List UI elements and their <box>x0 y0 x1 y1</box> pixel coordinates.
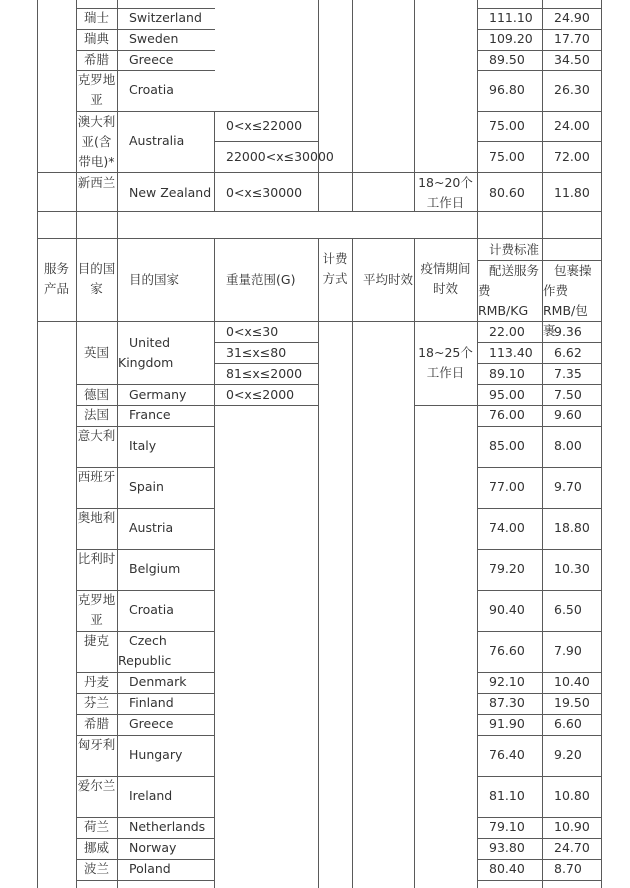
cell-weight-australia-1: 0<x≤22000 <box>226 118 303 133</box>
cell-packing-fee: 6.50 <box>554 602 582 617</box>
cell-delivery-germany: 95.00 <box>489 387 525 402</box>
header-weight-range: 重量范围(G) <box>226 272 296 287</box>
cell-en-name: Ireland <box>129 788 173 803</box>
header-packing-fee: 包裹操作费RMB/包裹 <box>543 263 592 338</box>
cell-packing-germany: 7.50 <box>554 387 582 402</box>
cell-en-name-germany: Germany <box>129 387 187 402</box>
cell-en-name: Denmark <box>129 674 187 689</box>
cell-packing-new-zealand: 11.80 <box>554 185 590 200</box>
cell-en-name: Greece <box>129 716 174 731</box>
cell-packing-fee: 7.90 <box>554 643 582 658</box>
cell-packing-fee: 18.80 <box>554 520 590 535</box>
cell-cn-name: 奥地利 <box>77 510 116 525</box>
cell-packing-fee: 10.30 <box>554 561 590 576</box>
cell-cn-name: 比利时 <box>77 551 116 566</box>
cell-cn-name: 荷兰 <box>83 819 109 834</box>
cell-weight-uk-1: 0<x≤30 <box>226 324 279 339</box>
cell-time-uk: 18~25个工作日 <box>418 345 473 380</box>
cell-weight-germany: 0<x≤2000 <box>226 387 295 402</box>
cell-delivery-fee: 87.30 <box>489 695 525 710</box>
cell-en-name: Netherlands <box>129 819 206 834</box>
header-epidemic-time: 疫情期间时效 <box>420 261 471 296</box>
cell-en-name: Croatia <box>129 602 174 617</box>
cell-packing-fee: 8.70 <box>554 861 582 876</box>
cell-delivery-fee: 76.60 <box>489 643 525 658</box>
cell-packing-australia-1: 24.00 <box>554 118 590 133</box>
cell-en-name: Czech Republic <box>118 633 172 668</box>
cell-packing-fee: 24.70 <box>554 840 590 855</box>
cell-packing-fee: 9.20 <box>554 747 582 762</box>
cell-delivery-fee: 80.40 <box>489 861 525 876</box>
cell-cn-name: 捷克 <box>83 633 109 648</box>
cell-en-name-new-zealand: New Zealand <box>129 185 212 200</box>
header-service-product: 服务产品 <box>43 261 69 296</box>
cell-delivery-fee: 111.10 <box>489 10 533 25</box>
cell-packing-fee: 19.50 <box>554 695 590 710</box>
cell-en-name: Austria <box>129 520 174 535</box>
cell-delivery-new-zealand: 80.60 <box>489 185 525 200</box>
cell-packing-uk-3: 7.35 <box>554 366 582 381</box>
cell-cn-name-australia: 澳大利亚(含带电)* <box>77 114 116 169</box>
cell-delivery-fee: 79.20 <box>489 561 525 576</box>
cell-cn-name: 西班牙 <box>77 469 116 484</box>
cell-delivery-fee: 93.80 <box>489 840 525 855</box>
cell-cn-name: 克罗地亚 <box>77 592 116 627</box>
cell-delivery-fee: 76.40 <box>489 747 525 762</box>
cell-en-name: Switzerland <box>129 10 202 25</box>
cell-en-name: Finland <box>129 695 174 710</box>
cell-delivery-fee: 74.00 <box>489 520 525 535</box>
cell-delivery-fee: 92.10 <box>489 674 525 689</box>
cell-delivery-uk-3: 89.10 <box>489 366 525 381</box>
header-fee-standard: 计费标准 <box>489 242 540 257</box>
header-delivery-fee: 配送服务费RMB/KG <box>478 263 540 318</box>
cell-cn-name-new-zealand: 新西兰 <box>77 175 116 190</box>
cell-cn-name: 匈牙利 <box>77 737 116 752</box>
cell-cn-name: 丹麦 <box>83 674 109 689</box>
header-destination-country: 目的国家 <box>129 272 180 287</box>
cell-packing-uk-2: 6.62 <box>554 345 582 360</box>
cell-delivery-fee: 96.80 <box>489 82 525 97</box>
cell-delivery-australia-2: 75.00 <box>489 149 525 164</box>
cell-weight-uk-2: 31≤x≤80 <box>226 345 287 360</box>
cell-packing-fee: 8.00 <box>554 438 582 453</box>
cell-packing-australia-2: 72.00 <box>554 149 590 164</box>
cell-packing-fee: 6.60 <box>554 716 582 731</box>
cell-time-new-zealand: 18~20个工作日 <box>418 175 473 210</box>
cell-en-name: Italy <box>129 438 157 453</box>
cell-packing-fee: 24.90 <box>554 10 590 25</box>
cell-cn-name: 芬兰 <box>83 695 109 710</box>
cell-cn-name-uk: 英国 <box>83 345 109 360</box>
cell-delivery-fee: 77.00 <box>489 479 525 494</box>
cell-delivery-fee: 79.10 <box>489 819 525 834</box>
cell-delivery-fee: 90.40 <box>489 602 525 617</box>
cell-en-name: Belgium <box>129 561 181 576</box>
cell-en-name: Poland <box>129 861 171 876</box>
cell-delivery-australia-1: 75.00 <box>489 118 525 133</box>
cell-packing-fee: 17.70 <box>554 31 590 46</box>
cell-packing-fee: 10.40 <box>554 674 590 689</box>
cell-cn-name: 希腊 <box>83 52 109 67</box>
cell-en-name: Sweden <box>129 31 179 46</box>
cell-delivery-fee: 81.10 <box>489 788 525 803</box>
cell-weight-uk-3: 81≤x≤2000 <box>226 366 303 381</box>
cell-packing-fee: 9.70 <box>554 479 582 494</box>
cell-en-name-australia: Australia <box>129 133 185 148</box>
cell-cn-name-germany: 德国 <box>83 387 109 402</box>
cell-en-name: France <box>129 407 171 422</box>
cell-en-name: Greece <box>129 52 174 67</box>
cell-delivery-fee: 85.00 <box>489 438 525 453</box>
cell-cn-name: 爱尔兰 <box>77 778 116 793</box>
cell-cn-name: 挪威 <box>83 840 109 855</box>
header-average-time: 平均时效 <box>363 272 414 287</box>
cell-weight-new-zealand: 0<x≤30000 <box>226 185 303 200</box>
cell-weight-australia-2: 22000<x≤30000 <box>226 149 334 164</box>
cell-cn-name: 希腊 <box>83 716 109 731</box>
cell-packing-fee: 26.30 <box>554 82 590 97</box>
cell-cn-name: 克罗地亚 <box>77 72 116 107</box>
cell-delivery-fee: 91.90 <box>489 716 525 731</box>
cell-delivery-fee: 109.20 <box>489 31 533 46</box>
cell-cn-name: 波兰 <box>83 861 109 876</box>
cell-delivery-fee: 76.00 <box>489 407 525 422</box>
cell-delivery-fee: 89.50 <box>489 52 525 67</box>
cell-en-name: Croatia <box>129 82 174 97</box>
cell-en-name-uk: United Kingdom <box>118 335 174 370</box>
cell-packing-fee: 10.80 <box>554 788 590 803</box>
cell-delivery-uk-2: 113.40 <box>489 345 533 360</box>
cell-packing-uk-1: 9.36 <box>554 324 582 339</box>
cell-packing-fee: 9.60 <box>554 407 582 422</box>
cell-en-name: Norway <box>129 840 177 855</box>
header-billing-method: 计费方式 <box>322 251 348 286</box>
header-destination: 目的国家 <box>77 261 116 296</box>
cell-packing-fee: 10.90 <box>554 819 590 834</box>
cell-delivery-uk-1: 22.00 <box>489 324 525 339</box>
cell-cn-name: 法国 <box>83 407 109 422</box>
cell-cn-name: 意大利 <box>77 428 116 443</box>
cell-cn-name: 瑞典 <box>83 31 109 46</box>
cell-packing-fee: 34.50 <box>554 52 590 67</box>
cell-en-name: Spain <box>129 479 164 494</box>
cell-en-name: Hungary <box>129 747 183 762</box>
cell-cn-name: 瑞士 <box>83 10 109 25</box>
